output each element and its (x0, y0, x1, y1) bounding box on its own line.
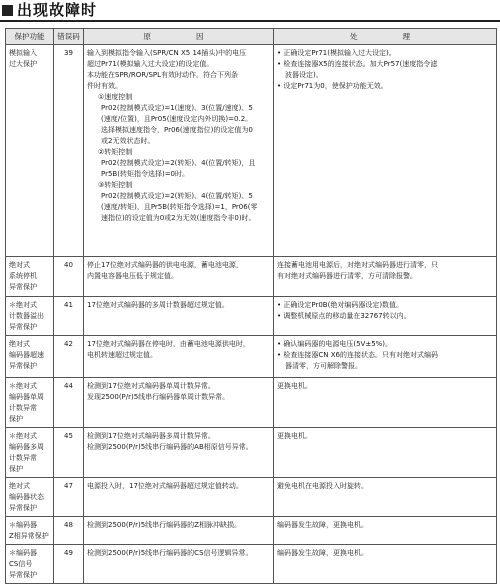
error-code-cell: 40 (54, 257, 84, 297)
fix-line: • 调整机械原点的移动量在32767转以内。 (277, 312, 411, 320)
cause-line: 或2无效状态时。 (101, 137, 155, 145)
table-row (6, 378, 497, 428)
cause-line: 检测到2500(P/r)5线串行编码器的Z相脉冲缺损。 (87, 521, 241, 529)
cause-line: 件时有效。 (87, 82, 122, 90)
cause-line: 17位绝对式编码器的多周计数器超过规定值。 (87, 301, 229, 309)
table-header-row (6, 29, 497, 45)
protection-function-line: 绝对式 (9, 340, 30, 348)
table-row (6, 478, 497, 517)
protection-function-line: 计数异常 (9, 454, 37, 462)
error-code-cell: 44 (54, 378, 84, 428)
cause-cell (84, 378, 274, 428)
fix-line: 连接蓄电池用电源后，对绝对式编码器进行清零，只 (277, 261, 438, 269)
page-title: 出现故障时 (17, 1, 98, 19)
error-code-cell: 42 (54, 336, 84, 378)
cause-line: 检测到17位绝对式编码器单周计数异常。 (87, 382, 215, 390)
table-row (6, 428, 497, 478)
fix-cell (274, 428, 497, 478)
square-bullet-icon (2, 5, 13, 16)
protection-function-line: 异常保护 (9, 362, 37, 370)
protection-function-line: 计数异常 (9, 404, 37, 412)
protection-function-line: 异常保护 (9, 571, 37, 579)
protection-function-cell (6, 378, 54, 428)
protection-function-line: 编码器多周 (9, 443, 44, 451)
cause-line: 检测到2500(P/r)5线串行编码器的AB相原信号异常。 (87, 443, 253, 451)
fix-line: 器清零，方可解除警报。 (285, 362, 362, 370)
fix-cell (274, 45, 497, 257)
cause-line: 电机转速超过规定值。 (87, 351, 157, 359)
fix-cell (274, 297, 497, 336)
fix-cell (274, 478, 497, 517)
cause-line: Pr5B(转矩指令选择)=0时。 (101, 170, 190, 178)
protection-function-line: CS信号 (9, 560, 33, 568)
cause-line: 17位绝对式编码器在停电时，由蓄电池电源供电时， (87, 340, 250, 348)
fix-line: 有对绝对式编码器进行清零，方可清除报警。 (277, 272, 417, 280)
protection-function-cell (6, 428, 54, 478)
cause-cell (84, 336, 274, 378)
cause-cell (84, 478, 274, 517)
protection-function-line: ＊绝对式 (9, 432, 37, 440)
error-code-cell: 39 (54, 45, 84, 257)
protection-function-line: 绝对式 (9, 482, 30, 490)
cause-line: ②转矩控制 (98, 148, 133, 156)
cause-line: Pr02(控制模式设定)=2(转矩)、4(位置/转矩)、5 (101, 192, 253, 200)
cause-line: Pr02(控制模式设定)=2(转矩)、4(位置/转矩)，且 (101, 159, 256, 167)
fault-table (5, 28, 497, 584)
protection-function-cell (6, 45, 54, 257)
error-code-cell: 48 (54, 517, 84, 545)
protection-function-line: 异常保护 (9, 323, 37, 331)
table-row (6, 45, 497, 257)
cause-line: (速度/转矩)，且Pr5B(转矩指令选择)=1，Pr06(零 (101, 203, 258, 211)
table-row (6, 297, 497, 336)
cause-line: ③转矩控制 (98, 181, 133, 189)
fix-line: 编码器发生故障，更换电机。 (277, 521, 368, 529)
title-underline (0, 20, 500, 22)
protection-function-line: 计数器溢出 (9, 312, 44, 320)
header-code: 错误码 (54, 29, 84, 45)
fix-line: • 正确设定Pr71(模拟输入过大设定)。 (277, 49, 396, 57)
table-row (6, 336, 497, 378)
cause-cell (84, 257, 274, 297)
protection-function-line: 系统停机 (9, 272, 37, 280)
protection-function-cell (6, 336, 54, 378)
fix-cell (274, 336, 497, 378)
fix-line: 避免电机在电源投入时旋转。 (277, 482, 368, 490)
cause-line: 速指位)的设定值为0或2为无效(速度指令非0)时。 (101, 214, 256, 222)
protection-function-line: ＊绝对式 (9, 382, 37, 390)
protection-function-line: 模拟输入 (9, 49, 37, 57)
fix-line: 编码器发生故障，更换电机。 (277, 549, 368, 557)
protection-function-line: ＊编码器 (9, 549, 37, 557)
protection-function-line: ＊编码器 (9, 521, 37, 529)
fix-line: • 设定Pr71为0，使保护功能无效。 (277, 82, 388, 90)
table-row (6, 517, 497, 545)
protection-function-line: 保护 (9, 415, 23, 423)
cause-line: 本功能在SPR/ROR/SPL有效时动作。符合下列条 (87, 71, 239, 79)
protection-function-line: 编码器状态 (9, 493, 44, 501)
fix-cell (274, 257, 497, 297)
fix-line: 更换电机。 (277, 432, 312, 440)
table-row (6, 257, 497, 297)
protection-function-line: 保护 (9, 465, 23, 473)
section-header (0, 0, 500, 20)
protection-function-line: 编码器单周 (9, 393, 44, 401)
protection-function-line: 异常保护 (9, 504, 37, 512)
error-code-cell: 45 (54, 428, 84, 478)
error-code-cell: 47 (54, 478, 84, 517)
header-fix: 处 理 (274, 29, 497, 45)
fix-cell (274, 378, 497, 428)
protection-function-line: Z相异常保护 (9, 532, 49, 540)
cause-line: 检测到2500(P/r)5线串行编码器的CS信号逻辑异常。 (87, 549, 253, 557)
protection-function-cell (6, 478, 54, 517)
cause-cell (84, 45, 274, 257)
cause-line: (速度/位置)，且Pr05(速度设定内外切换)=0.2。 (101, 115, 253, 123)
header-cause: 原 因 (84, 29, 274, 45)
fix-line: • 确认编码器的电源电压(5V±5%)。 (277, 340, 393, 348)
cause-line: 选择模拟速度指令，Pr06(速度指位)的设定值为0 (101, 126, 253, 134)
cause-line: 内置电容器电压低于规定值。 (87, 272, 178, 280)
fix-line: 更换电机。 (277, 382, 312, 390)
cause-line: ①速度控制 (98, 93, 133, 101)
fix-cell (274, 545, 497, 584)
error-code-cell: 41 (54, 297, 84, 336)
fix-line: • 正确设定Pr0B(绝对编码器设定)数值。 (277, 301, 404, 309)
error-code-cell: 49 (54, 545, 84, 584)
protection-function-cell (6, 545, 54, 584)
protection-function-cell (6, 297, 54, 336)
table-row (6, 545, 497, 584)
cause-cell (84, 517, 274, 545)
protection-function-cell (6, 517, 54, 545)
cause-line: 发现2500(P/r)5线串行编码器单周计数异常。 (87, 393, 230, 401)
fix-cell (274, 517, 497, 545)
protection-function-line: 过大保护 (9, 60, 37, 68)
protection-function-line: 编码器超速 (9, 351, 44, 359)
cause-line: 停止17位绝对式编码器的供电电源，蓄电池电源， (87, 261, 243, 269)
protection-function-line: 异常保护 (9, 283, 37, 291)
cause-line: 超过Pr71(模拟输入过大设定)的设定值。 (87, 60, 214, 68)
header-function: 保护功能 (6, 29, 54, 45)
fix-line: • 检查连接器X5的连接状态。加大Pr57(速度指令滤 (277, 60, 438, 68)
fix-line: 波器设定)。 (285, 71, 323, 79)
cause-cell (84, 297, 274, 336)
cause-cell (84, 428, 274, 478)
cause-line: 输入到模拟指令输入(SPR/CN X5 14插头)中的电压 (87, 49, 247, 57)
fix-line: • 检查连接器CN X6的连接状态。只有对绝对式编码 (277, 351, 438, 359)
protection-function-cell (6, 257, 54, 297)
cause-line: 检测到17位绝对式编码器多周计数异常。 (87, 432, 215, 440)
cause-line: 电源投入时，17位绝对式编码器超过规定值转动。 (87, 482, 243, 490)
protection-function-line: 绝对式 (9, 261, 30, 269)
cause-cell (84, 545, 274, 584)
cause-line: Pr02(控制模式设定)=1(速度)、3(位置/速度)、5 (101, 104, 253, 112)
protection-function-line: ＊绝对式 (9, 301, 37, 309)
